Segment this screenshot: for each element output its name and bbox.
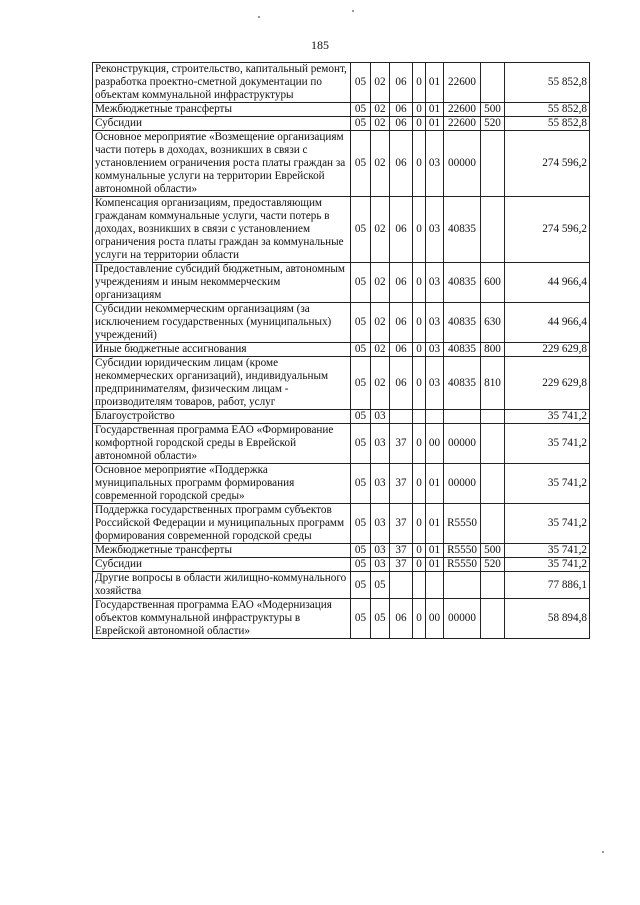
expense-type-code: 520 — [481, 558, 505, 572]
expense-type-code — [481, 131, 505, 197]
expense-type-code — [481, 572, 505, 599]
scan-speck — [602, 851, 604, 853]
target-code-activity — [426, 410, 444, 424]
target-code-activity: 03 — [426, 131, 444, 197]
target-code-direction — [444, 410, 481, 424]
expense-type-code — [481, 197, 505, 263]
subsection-code: 02 — [371, 303, 390, 343]
amount-cell: 274 596,2 — [505, 131, 590, 197]
amount-cell: 58 894,8 — [505, 599, 590, 639]
target-code-subprogram: 0 — [413, 63, 426, 103]
subsection-code: 02 — [371, 263, 390, 303]
table-row — [93, 424, 590, 464]
target-code-activity: 01 — [426, 464, 444, 504]
target-code-subprogram: 0 — [413, 464, 426, 504]
target-code-subprogram: 0 — [413, 424, 426, 464]
target-code-activity: 03 — [426, 263, 444, 303]
target-code-direction: 22600 — [444, 103, 481, 117]
target-code-direction: R5550 — [444, 544, 481, 558]
budget-table-body — [93, 63, 590, 639]
target-code-activity: 03 — [426, 343, 444, 357]
target-code-activity: 03 — [426, 357, 444, 410]
amount-cell: 35 741,2 — [505, 558, 590, 572]
subsection-code: 02 — [371, 343, 390, 357]
section-code: 05 — [351, 599, 371, 639]
expense-type-code — [481, 424, 505, 464]
subsection-code: 03 — [371, 504, 390, 544]
subsection-code: 03 — [371, 410, 390, 424]
scan-speck — [258, 16, 260, 18]
subsection-code: 02 — [371, 103, 390, 117]
target-code-subprogram: 0 — [413, 197, 426, 263]
row-name: Основное мероприятие «Возмещение организациям части потерь в доходах, возникших в связи с установлением ограничения роста платы граждан за коммунальные услуги на территории Еврейской автономной области» — [93, 131, 351, 197]
target-code-program: 37 — [390, 558, 413, 572]
subsection-code: 03 — [371, 464, 390, 504]
table-row — [93, 303, 590, 343]
row-name: Государственная программа ЕАО «Модернизация объектов коммунальной инфраструктуры в Еврейской автономной области» — [93, 599, 351, 639]
row-name: Иные бюджетные ассигнования — [93, 343, 351, 357]
table-row — [93, 103, 590, 117]
target-code-program — [390, 572, 413, 599]
subsection-code: 02 — [371, 197, 390, 263]
row-name: Субсидии — [93, 117, 351, 131]
amount-cell: 229 629,8 — [505, 343, 590, 357]
target-code-program: 06 — [390, 197, 413, 263]
target-code-activity: 03 — [426, 197, 444, 263]
amount-cell: 274 596,2 — [505, 197, 590, 263]
target-code-program: 37 — [390, 424, 413, 464]
target-code-program — [390, 410, 413, 424]
target-code-direction: 40835 — [444, 343, 481, 357]
amount-cell: 77 886,1 — [505, 572, 590, 599]
target-code-activity: 01 — [426, 63, 444, 103]
target-code-activity: 01 — [426, 544, 444, 558]
amount-cell: 44 966,4 — [505, 303, 590, 343]
target-code-subprogram: 0 — [413, 504, 426, 544]
target-code-subprogram: 0 — [413, 357, 426, 410]
expense-type-code — [481, 464, 505, 504]
expense-type-code — [481, 410, 505, 424]
table-row — [93, 558, 590, 572]
target-code-subprogram — [413, 572, 426, 599]
target-code-direction: R5550 — [444, 504, 481, 544]
expense-type-code — [481, 63, 505, 103]
row-name: Государственная программа ЕАО «Формирование комфортной городской среды в Еврейской автономной области» — [93, 424, 351, 464]
section-code: 05 — [351, 343, 371, 357]
section-code: 05 — [351, 357, 371, 410]
target-code-direction: 22600 — [444, 117, 481, 131]
target-code-direction: 22600 — [444, 63, 481, 103]
target-code-direction: 40835 — [444, 357, 481, 410]
amount-cell: 35 741,2 — [505, 544, 590, 558]
target-code-activity: 00 — [426, 599, 444, 639]
expense-type-code — [481, 504, 505, 544]
table-row — [93, 263, 590, 303]
subsection-code: 05 — [371, 599, 390, 639]
section-code: 05 — [351, 263, 371, 303]
table-row — [93, 464, 590, 504]
table-row — [93, 63, 590, 103]
subsection-code: 03 — [371, 544, 390, 558]
row-name: Субсидии — [93, 558, 351, 572]
target-code-activity: 01 — [426, 558, 444, 572]
target-code-direction: 00000 — [444, 464, 481, 504]
section-code: 05 — [351, 558, 371, 572]
section-code: 05 — [351, 117, 371, 131]
table-row — [93, 410, 590, 424]
table-row — [93, 197, 590, 263]
row-name: Компенсация организациям, предоставляющим гражданам коммунальные услуги, части потерь в доходах, возникших в связи с установлением ограничения роста платы граждан за коммунальные услуги на территории области — [93, 197, 351, 263]
target-code-direction: 40835 — [444, 197, 481, 263]
target-code-activity: 01 — [426, 504, 444, 544]
target-code-direction: 40835 — [444, 263, 481, 303]
expense-type-code: 800 — [481, 343, 505, 357]
amount-cell: 35 741,2 — [505, 504, 590, 544]
target-code-subprogram: 0 — [413, 303, 426, 343]
section-code: 05 — [351, 464, 371, 504]
target-code-activity: 01 — [426, 117, 444, 131]
scan-speck — [352, 10, 354, 12]
table-row — [93, 131, 590, 197]
subsection-code: 03 — [371, 558, 390, 572]
target-code-program: 06 — [390, 63, 413, 103]
target-code-program: 06 — [390, 303, 413, 343]
expense-type-code: 630 — [481, 303, 505, 343]
amount-cell: 35 741,2 — [505, 424, 590, 464]
section-code: 05 — [351, 424, 371, 464]
target-code-activity — [426, 572, 444, 599]
target-code-direction: 00000 — [444, 131, 481, 197]
target-code-program: 06 — [390, 357, 413, 410]
target-code-subprogram — [413, 410, 426, 424]
target-code-program: 37 — [390, 504, 413, 544]
target-code-program: 37 — [390, 544, 413, 558]
expense-type-code: 500 — [481, 103, 505, 117]
amount-cell: 55 852,8 — [505, 117, 590, 131]
table-row — [93, 357, 590, 410]
expense-type-code: 600 — [481, 263, 505, 303]
section-code: 05 — [351, 544, 371, 558]
target-code-activity: 01 — [426, 103, 444, 117]
table-row — [93, 599, 590, 639]
table-row — [93, 544, 590, 558]
subsection-code: 02 — [371, 357, 390, 410]
target-code-activity: 03 — [426, 303, 444, 343]
table-row — [93, 572, 590, 599]
amount-cell: 55 852,8 — [505, 103, 590, 117]
table-row — [93, 343, 590, 357]
target-code-direction — [444, 572, 481, 599]
target-code-subprogram: 0 — [413, 599, 426, 639]
section-code: 05 — [351, 197, 371, 263]
row-name: Предоставление субсидий бюджетным, автономным учреждениям и иным некоммерческим организациям — [93, 263, 351, 303]
target-code-direction: 00000 — [444, 599, 481, 639]
target-code-activity: 00 — [426, 424, 444, 464]
table-row — [93, 504, 590, 544]
target-code-program: 06 — [390, 343, 413, 357]
target-code-program: 06 — [390, 117, 413, 131]
target-code-program: 06 — [390, 263, 413, 303]
row-name: Поддержка государственных программ субъектов Российской Федерации и муниципальных программ формирования современной городской среды — [93, 504, 351, 544]
amount-cell: 55 852,8 — [505, 63, 590, 103]
section-code: 05 — [351, 63, 371, 103]
target-code-subprogram: 0 — [413, 544, 426, 558]
section-code: 05 — [351, 131, 371, 197]
target-code-subprogram: 0 — [413, 103, 426, 117]
expense-type-code: 520 — [481, 117, 505, 131]
target-code-direction: 00000 — [444, 424, 481, 464]
amount-cell: 44 966,4 — [505, 263, 590, 303]
page-number: 185 — [311, 38, 329, 52]
expense-type-code — [481, 599, 505, 639]
target-code-subprogram: 0 — [413, 343, 426, 357]
section-code: 05 — [351, 572, 371, 599]
section-code: 05 — [351, 303, 371, 343]
expense-type-code: 810 — [481, 357, 505, 410]
subsection-code: 02 — [371, 117, 390, 131]
target-code-program: 06 — [390, 103, 413, 117]
row-name: Благоустройство — [93, 410, 351, 424]
row-name: Межбюджетные трансферты — [93, 103, 351, 117]
target-code-program: 06 — [390, 131, 413, 197]
subsection-code: 02 — [371, 63, 390, 103]
subsection-code: 02 — [371, 131, 390, 197]
subsection-code: 05 — [371, 572, 390, 599]
section-code: 05 — [351, 410, 371, 424]
amount-cell: 35 741,2 — [505, 464, 590, 504]
amount-cell: 35 741,2 — [505, 410, 590, 424]
section-code: 05 — [351, 504, 371, 544]
target-code-direction: R5550 — [444, 558, 481, 572]
target-code-program: 06 — [390, 599, 413, 639]
target-code-subprogram: 0 — [413, 131, 426, 197]
row-name: Субсидии юридическим лицам (кроме некоммерческих организаций), индивидуальным предпринимателям, физическим лицам - производителям товаров, работ, услуг — [93, 357, 351, 410]
budget-table — [92, 62, 590, 639]
row-name: Реконструкция, строительство, капитальный ремонт, разработка проектно-сметной документации по объектам коммунальной инфраструктуры — [93, 63, 351, 103]
target-code-program: 37 — [390, 464, 413, 504]
target-code-subprogram: 0 — [413, 558, 426, 572]
subsection-code: 03 — [371, 424, 390, 464]
amount-cell: 229 629,8 — [505, 357, 590, 410]
target-code-subprogram: 0 — [413, 263, 426, 303]
row-name: Основное мероприятие «Поддержка муниципальных программ формирования современной городской среды» — [93, 464, 351, 504]
row-name: Межбюджетные трансферты — [93, 544, 351, 558]
target-code-direction: 40835 — [444, 303, 481, 343]
target-code-subprogram: 0 — [413, 117, 426, 131]
expense-type-code: 500 — [481, 544, 505, 558]
table-row — [93, 117, 590, 131]
row-name: Другие вопросы в области жилищно-коммунального хозяйства — [93, 572, 351, 599]
section-code: 05 — [351, 103, 371, 117]
row-name: Субсидии некоммерческим организациям (за исключением государственных (муниципальных) учреждений) — [93, 303, 351, 343]
